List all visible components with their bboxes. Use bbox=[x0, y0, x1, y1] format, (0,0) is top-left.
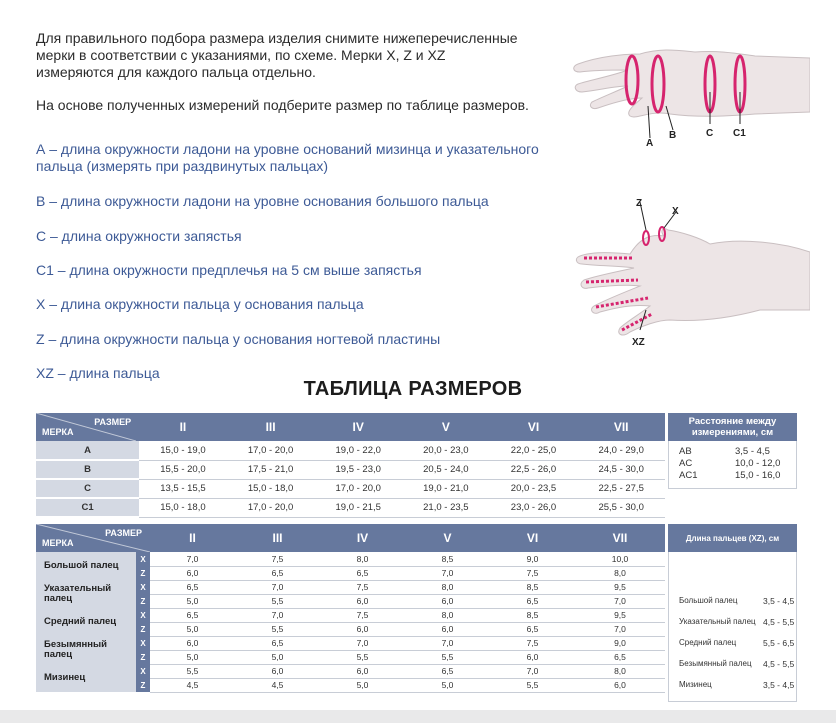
table-cell: 5,5 bbox=[405, 650, 490, 664]
table-cell: 7,0 bbox=[490, 664, 575, 678]
size-header: VII bbox=[575, 524, 665, 552]
table-cell: 17,5 - 21,0 bbox=[227, 460, 315, 479]
table-cell: 5,5 bbox=[235, 594, 320, 608]
intro-text bbox=[36, 30, 556, 130]
size-table-fingers bbox=[36, 524, 665, 693]
row-label: C1 bbox=[36, 498, 139, 517]
definition-xz: XZ – длина пальца bbox=[36, 365, 160, 381]
table-cell: 6,0 bbox=[150, 566, 235, 580]
table-cell: 19,5 - 23,0 bbox=[314, 460, 402, 479]
corner-measure-label: МЕРКА bbox=[42, 538, 74, 548]
side-key: Указательный палец bbox=[679, 617, 756, 626]
table-cell: 21,0 - 23,5 bbox=[402, 498, 490, 517]
side-value: 3,5 - 4,5 bbox=[763, 680, 795, 690]
table-row bbox=[36, 460, 665, 479]
size-header: II bbox=[150, 524, 235, 552]
table-cell: 8,5 bbox=[490, 580, 575, 594]
table-cell: 5,5 bbox=[320, 650, 405, 664]
z-tag: Z bbox=[136, 566, 150, 580]
table-cell: 8,0 bbox=[320, 552, 405, 566]
size-table-hand bbox=[36, 413, 665, 518]
side-value: 4,5 - 5,5 bbox=[763, 617, 795, 627]
corner-size-label: РАЗМЕР bbox=[105, 528, 142, 538]
table-cell: 20,0 - 23,0 bbox=[402, 441, 490, 460]
table-cell: 17,0 - 20,0 bbox=[227, 498, 315, 517]
label-b: B bbox=[669, 130, 677, 141]
table-cell: 9,5 bbox=[575, 580, 665, 594]
intro-line: Для правильного подбора размера изделия снимите нижеперечисленные bbox=[36, 30, 518, 46]
definition-a bbox=[36, 141, 539, 175]
table-cell: 5,0 bbox=[235, 650, 320, 664]
table-cell: 5,0 bbox=[405, 678, 490, 692]
side-row bbox=[669, 446, 796, 458]
table-cell: 6,5 bbox=[150, 580, 235, 594]
side-key: AB bbox=[679, 446, 692, 457]
definition-c: С – длина окружности запястья bbox=[36, 228, 242, 244]
row-label: B bbox=[36, 460, 139, 479]
table-cell: 7,0 bbox=[320, 636, 405, 650]
label-xz: XZ bbox=[632, 337, 645, 348]
finger-label: Указательный палец bbox=[36, 580, 136, 608]
definition-b: В – длина окружности ладони на уровне основания большого пальца bbox=[36, 193, 489, 209]
row-label: A bbox=[36, 441, 139, 460]
finger-label: Мизинец bbox=[36, 664, 136, 692]
table-header-row bbox=[36, 524, 665, 552]
table-cell: 19,0 - 22,0 bbox=[314, 441, 402, 460]
table-cell: 6,5 bbox=[150, 608, 235, 622]
label-z: Z bbox=[636, 198, 643, 209]
side-value: 15,0 - 16,0 bbox=[735, 470, 781, 481]
corner-measure-label: МЕРКА bbox=[42, 427, 74, 437]
hand-measurement-diagram-bottom bbox=[570, 192, 810, 352]
table-cell: 5,5 bbox=[235, 622, 320, 636]
side-value: 5,5 - 6,5 bbox=[763, 638, 795, 648]
size-header: III bbox=[227, 413, 315, 441]
side-value: 3,5 - 4,5 bbox=[735, 446, 770, 457]
table-corner bbox=[36, 524, 150, 552]
definition-x: Х – длина окружности пальца у основания пальца bbox=[36, 296, 364, 312]
label-x: X bbox=[672, 206, 679, 217]
table-cell: 6,0 bbox=[575, 678, 665, 692]
side-key: Мизинец bbox=[679, 680, 712, 689]
side-key: AC bbox=[679, 458, 693, 469]
x-tag: X bbox=[136, 608, 150, 622]
table-row bbox=[36, 580, 665, 594]
table-cell: 6,0 bbox=[320, 594, 405, 608]
table-cell: 6,0 bbox=[235, 664, 320, 678]
table-row bbox=[36, 664, 665, 678]
table-cell: 6,0 bbox=[490, 650, 575, 664]
table-cell: 7,0 bbox=[575, 594, 665, 608]
table-cell: 7,0 bbox=[405, 566, 490, 580]
definition-c1: С1 – длина окружности предплечья на 5 см выше запястья bbox=[36, 262, 422, 278]
side-key: AC1 bbox=[679, 470, 698, 481]
table-row bbox=[36, 479, 665, 498]
definition-text: пальца (измерять при раздвинутых пальцах) bbox=[36, 158, 329, 174]
table-cell: 9,5 bbox=[575, 608, 665, 622]
side-row bbox=[669, 596, 796, 617]
table-cell: 6,5 bbox=[490, 622, 575, 636]
finger-label: Большой палец bbox=[36, 552, 136, 580]
table-cell: 7,0 bbox=[405, 636, 490, 650]
table-cell: 23,0 - 26,0 bbox=[490, 498, 578, 517]
table-cell: 8,5 bbox=[405, 552, 490, 566]
size-header: VI bbox=[490, 524, 575, 552]
table-cell: 6,5 bbox=[235, 636, 320, 650]
side-table-header: Расстояние между измерениями, см bbox=[668, 413, 797, 441]
table-cell: 5,0 bbox=[150, 650, 235, 664]
table-cell: 5,0 bbox=[150, 594, 235, 608]
z-tag: Z bbox=[136, 650, 150, 664]
table-cell: 5,5 bbox=[490, 678, 575, 692]
definition-text: А – длина окружности ладони на уровне оснований мизинца и указательного bbox=[36, 141, 539, 157]
label-a: A bbox=[646, 138, 654, 149]
table-cell: 6,5 bbox=[405, 664, 490, 678]
size-header: II bbox=[139, 413, 227, 441]
x-tag: X bbox=[136, 580, 150, 594]
table-cell: 25,5 - 30,0 bbox=[577, 498, 665, 517]
z-tag: Z bbox=[136, 622, 150, 636]
table-cell: 13,5 - 15,5 bbox=[139, 479, 227, 498]
side-value: 4,5 - 5,5 bbox=[763, 659, 795, 669]
table-cell: 22,5 - 26,0 bbox=[490, 460, 578, 479]
table-cell: 7,0 bbox=[150, 552, 235, 566]
table-cell: 5,5 bbox=[150, 664, 235, 678]
table-cell: 24,5 - 30,0 bbox=[577, 460, 665, 479]
table-cell: 6,5 bbox=[490, 594, 575, 608]
table-cell: 20,0 - 23,5 bbox=[490, 479, 578, 498]
hand-shape bbox=[574, 50, 810, 117]
intro-paragraph-2: На основе полученных измерений подберите размер по таблице размеров. bbox=[36, 97, 529, 113]
table-row bbox=[36, 441, 665, 460]
corner-size-label: РАЗМЕР bbox=[94, 417, 132, 427]
table-cell: 6,0 bbox=[320, 622, 405, 636]
table-cell: 7,5 bbox=[320, 580, 405, 594]
side-table-body bbox=[668, 552, 797, 702]
definition-z: Z – длина окружности пальца у основания ногтевой пластины bbox=[36, 331, 441, 347]
side-value: 10,0 - 12,0 bbox=[735, 458, 781, 469]
table-cell: 10,0 bbox=[575, 552, 665, 566]
finger-label: Безымянный палец bbox=[36, 636, 136, 664]
side-value: 3,5 - 4,5 bbox=[763, 596, 795, 606]
table-cell: 15,0 - 18,0 bbox=[139, 498, 227, 517]
table-corner bbox=[36, 413, 139, 441]
table-header-row bbox=[36, 413, 665, 441]
page-bottom-strip bbox=[0, 710, 836, 723]
side-table-header: Длина пальцев (XZ), см bbox=[668, 524, 797, 552]
table-cell: 5,0 bbox=[150, 622, 235, 636]
table-cell: 6,0 bbox=[320, 664, 405, 678]
table-row bbox=[36, 608, 665, 622]
side-row bbox=[669, 680, 796, 701]
table-cell: 6,5 bbox=[320, 566, 405, 580]
table-cell: 22,5 - 27,5 bbox=[577, 479, 665, 498]
table-cell: 6,0 bbox=[405, 622, 490, 636]
size-header: V bbox=[402, 413, 490, 441]
size-header: VI bbox=[490, 413, 578, 441]
table-cell: 5,0 bbox=[320, 678, 405, 692]
side-table-body bbox=[668, 441, 797, 489]
table-cell: 24,0 - 29,0 bbox=[577, 441, 665, 460]
table-cell: 6,0 bbox=[405, 594, 490, 608]
table-cell: 8,5 bbox=[490, 608, 575, 622]
table-row bbox=[36, 498, 665, 517]
table-cell: 7,5 bbox=[490, 636, 575, 650]
table-cell: 19,0 - 21,0 bbox=[402, 479, 490, 498]
x-tag: X bbox=[136, 636, 150, 650]
size-header: VII bbox=[577, 413, 665, 441]
intro-line: измеряются для каждого пальца отдельно. bbox=[36, 64, 316, 80]
table-cell: 17,0 - 20,0 bbox=[227, 441, 315, 460]
size-header: IV bbox=[320, 524, 405, 552]
table-cell: 17,0 - 20,0 bbox=[314, 479, 402, 498]
size-header: III bbox=[235, 524, 320, 552]
side-row bbox=[669, 458, 796, 470]
table-cell: 6,5 bbox=[235, 566, 320, 580]
intro-line: мерки в соответствии с указаниями, по схеме. Мерки X, Z и XZ bbox=[36, 47, 446, 63]
size-header: IV bbox=[314, 413, 402, 441]
table-cell: 7,5 bbox=[235, 552, 320, 566]
table-cell: 9,0 bbox=[490, 552, 575, 566]
x-tag: X bbox=[136, 552, 150, 566]
table-cell: 15,0 - 18,0 bbox=[227, 479, 315, 498]
intro-paragraph-1 bbox=[36, 30, 556, 81]
side-key: Безымянный палец bbox=[679, 659, 752, 668]
side-row bbox=[669, 470, 796, 482]
size-header: V bbox=[405, 524, 490, 552]
side-row bbox=[669, 659, 796, 680]
table-cell: 7,0 bbox=[235, 580, 320, 594]
table-cell: 8,0 bbox=[405, 608, 490, 622]
table-cell: 8,0 bbox=[405, 580, 490, 594]
label-c: C bbox=[706, 128, 714, 139]
finger-length-table bbox=[668, 524, 797, 702]
table-cell: 7,0 bbox=[575, 622, 665, 636]
table-cell: 7,5 bbox=[320, 608, 405, 622]
side-key: Большой палец bbox=[679, 596, 738, 605]
finger-label: Средний палец bbox=[36, 608, 136, 636]
distance-between-measurements bbox=[668, 413, 797, 489]
table-row bbox=[36, 552, 665, 566]
table-cell: 15,0 - 19,0 bbox=[139, 441, 227, 460]
table-cell: 20,5 - 24,0 bbox=[402, 460, 490, 479]
table-cell: 4,5 bbox=[150, 678, 235, 692]
z-tag: Z bbox=[136, 594, 150, 608]
z-tag: Z bbox=[136, 678, 150, 692]
table-cell: 6,5 bbox=[575, 650, 665, 664]
table-cell: 8,0 bbox=[575, 566, 665, 580]
table-cell: 4,5 bbox=[235, 678, 320, 692]
table-cell: 8,0 bbox=[575, 664, 665, 678]
table-cell: 19,0 - 21,5 bbox=[314, 498, 402, 517]
table-cell: 6,0 bbox=[150, 636, 235, 650]
table-cell: 15,5 - 20,0 bbox=[139, 460, 227, 479]
size-table-title: ТАБЛИЦА РАЗМЕРОВ bbox=[303, 378, 523, 400]
table-row bbox=[36, 636, 665, 650]
side-row bbox=[669, 638, 796, 659]
table-cell: 7,5 bbox=[490, 566, 575, 580]
side-key: Средний палец bbox=[679, 638, 737, 647]
x-tag: X bbox=[136, 664, 150, 678]
table-cell: 22,0 - 25,0 bbox=[490, 441, 578, 460]
label-c1: C1 bbox=[733, 128, 746, 139]
table-cell: 7,0 bbox=[235, 608, 320, 622]
table-cell: 9,0 bbox=[575, 636, 665, 650]
side-row bbox=[669, 617, 796, 638]
hand-measurement-diagram-top bbox=[570, 40, 810, 160]
row-label: C bbox=[36, 479, 139, 498]
